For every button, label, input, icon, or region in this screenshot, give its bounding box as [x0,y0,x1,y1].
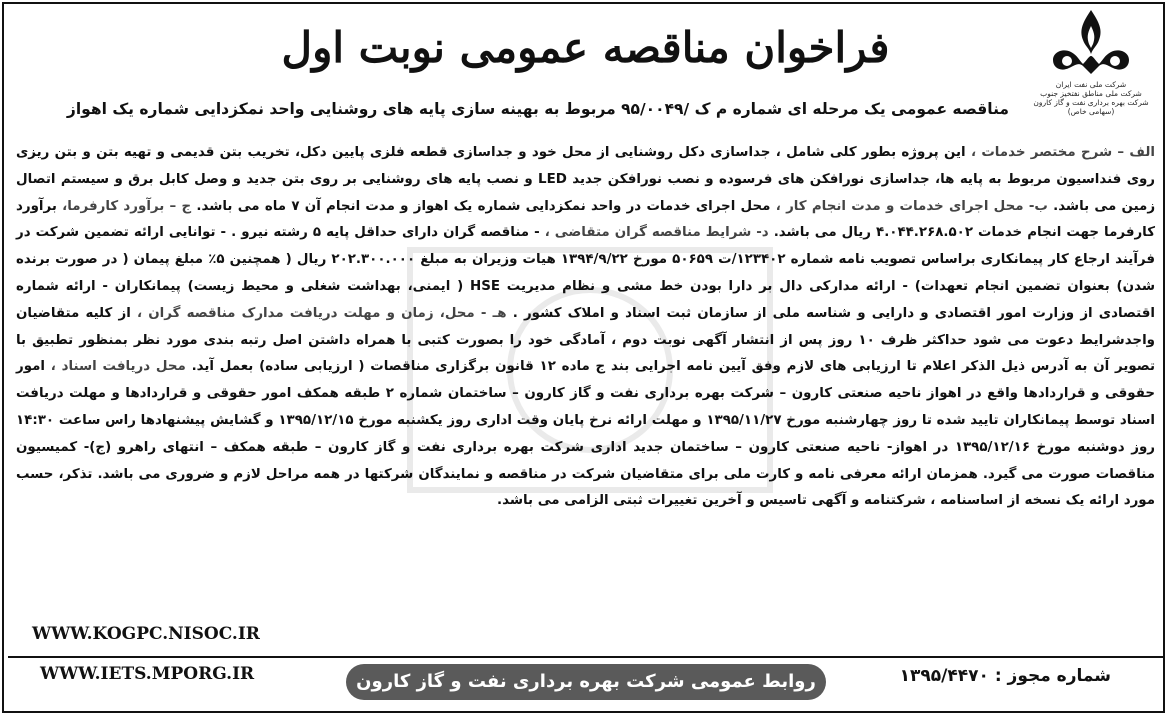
logo-caption-line: شرکت ملی نفت ایران [1055,80,1127,89]
footer-divider [8,656,1163,658]
public-relations-banner: روابط عمومی شرکت بهره برداری نفت و گاز کارون [346,664,826,700]
section-text-e: از کلیه متقاضیان واجدشرایط دعوت می شود حداکثر ظرف ۱۰ روز پس از انتشار آگهی نوبت دوم ، آمادگی خود را بصورت کتبی با همراه داشتن اصل رتبه بندی مورد نظر بمنظور تطبیق با تصویر آن به آدرس ذیل الذکر اعلام تا ارزیابی های لازم وفق آیین نامه اجرایی بند ج ماده ۱۲ قانون برگزاری مناقصات ( ارزیابی ساده) بعمل آید. [16,305,1155,375]
section-text-d: - مناقصه گران دارای حداقل پایه ۵ رشته نیرو . - توانایی ارائه تضمین شرکت در فرآیند ارجاع کار پیمانکاری براساس تصویب نامه شماره ۱۲۳۴۰۲/ت ۵۰۶۵۹ مورخ ۱۳۹۴/۹/۲۲ هیات وزیران به مبلغ ۲۰۲.۳۰۰.۰۰۰ ریال ( همچنین ۵٪ مبلغ پیمان ( در صورت برنده شدن) بعنوان تضمین انجام تعهدات) - ارائه مدارکی دال بر دارا بودن خط مشی و نظام مدیریت HSE ( ایمنی، بهداشت شغلی و محیط زیست) پیمانکاران - ارائه شماره اقتصادی از وزارت امور اقتصادی و دارایی و شناسه ملی از سازمان ثبت اسناد و املاک کشور . [16,225,1156,321]
section-text-b: محل اجرای خدمات در واحد نمکزدایی شماره یک اهواز و مدت انجام آن ۷ ماه می باشد. [196,198,776,214]
section-label-a: الف – شرح مختصر خدمات ، [970,145,1155,160]
permit-label: شماره مجوز : [994,666,1111,686]
section-text-c: برآورد کارفرما جهت انجام خدمات ۴.۰۴۴.۲۶۸.۵۰۲ ریال می باشد. [16,198,1155,241]
section-text-a: این پروژه بطور کلی شامل ، جداسازی دکل روشنایی از محل خود و جداسازی قطعه فلزی پایین دکل، تخریب بتن قدیمی و تهیه بتن و بتن ریزی روی فنداسیون مربوط به پایه ها، جداسازی نورافکن های فرسوده و نصب نورافکن جدید LED و نصب پایه های روشنایی بر روی بتن جدید و وصل کابل برق و سیستم اتصال زمین می باشد. [16,145,1156,214]
section-label-c: ج – برآورد کارفرما، [62,198,197,214]
permit-info [900,666,1111,686]
permit-number: ۱۳۹۵/۴۴۷۰ [899,666,989,686]
flame-logo-icon [1043,8,1139,80]
tender-subtitle: مناقصه عمومی یک مرحله ای شماره م ک /۹۵/۰۰۴۹ مربوط به بهینه سازی پایه های روشنایی واحد نمکزدایی شماره یک اهواز [66,100,1009,118]
page-title: فراخوان مناقصه عمومی نوبت اول [281,23,890,72]
logo-caption-line: (سهامی خاص) [1067,107,1115,116]
section-text-documents: امور حقوقی و قراردادها واقع در اهواز ناحیه صنعتی کارون – شرکت بهره برداری نفت و گاز کارون – ساختمان شماره ۲ طبقه همکف امور حقوقی و قراردادها و مهلت دریافت اسناد توسط پیمانکاران تایید شده تا روز چهارشنبه مورخ ۱۳۹۵/۱۱/۲۷ و مهلت ارائه نرخ پایان وقت اداری روز یکشنبه مورخ ۱۳۹۵/۱۲/۱۵ و گشایش پیشنهادها راس ساعت ۱۴:۳۰ روز دوشنبه مورخ ۱۳۹۵/۱۲/۱۶ در اهواز- ناحیه صنعتی کارون – ساختمان جدید اداری شرکت بهره برداری نفت و گاز کارون – طبقه همکف – انتهای راهرو (ج)- کمیسیون مناقصات صورت می گیرد. همزمان ارائه معرفی نامه و کارت ملی برای متقاضیان شرکت در مناقصه و نمایندگان شرکتها در همه مراحل لازم و ضروری می باشد. تذکر، حسب مورد ارائه یک نسخه از اساسنامه ، شرکتنامه و آگهی تاسیس و آخرین تغییرات ثبتی الزامی می باشد. [16,359,1155,509]
section-label-d: د- شرایط مناقصه گران متقاضی ، [544,225,774,241]
company-logo [1021,8,1161,126]
tender-portal-link[interactable]: WWW.IETS.MPORG.IR [40,664,255,684]
section-label-b: ب- محل اجرای خدمات و مدت انجام کار ، [775,198,1054,214]
logo-caption [1021,80,1161,116]
section-label-e: هـ - محل، زمان و مهلت دریافت مدارک مناقصه گران ، [136,305,513,321]
logo-caption-line: شرکت ملی مناطق نفتخیز جنوب [1040,89,1142,98]
company-website-link[interactable]: WWW.KOGPC.NISOC.IR [32,624,260,644]
section-label-documents: محل دریافت اسناد ، [50,359,192,375]
logo-caption-line: شرکت بهره برداری نفت و گاز کارون [1033,98,1149,107]
notice-body [16,140,1155,515]
